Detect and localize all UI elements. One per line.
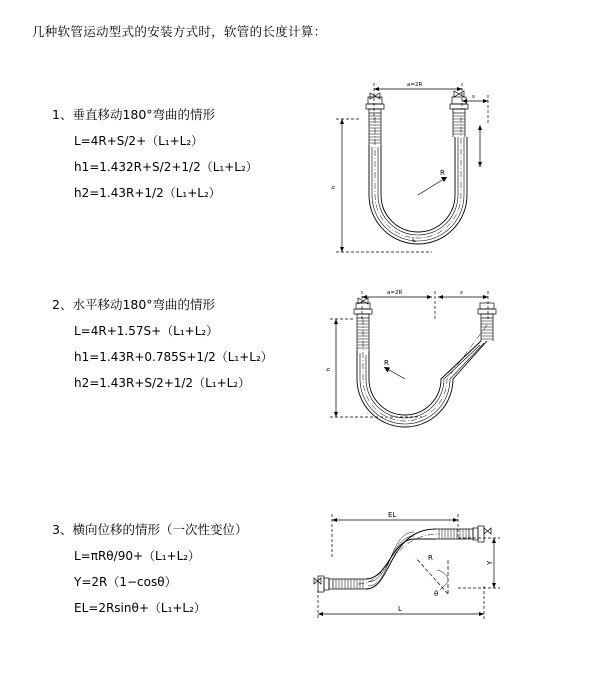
figure-1-vertical-180-bend: [312, 67, 512, 277]
svg-text:EL: EL: [388, 511, 397, 519]
section-2-formula-1: L=4R+1.57S+（L₁+L₂）: [74, 324, 219, 338]
svg-text:h: h: [331, 185, 337, 189]
svg-text:R: R: [428, 554, 433, 562]
svg-text:a=2R: a=2R: [407, 82, 423, 88]
svg-text:s: s: [472, 94, 475, 100]
section-3-text: [52, 520, 302, 625]
section-1-formula-3: h2=1.43R+1/2（L₁+L₂）: [74, 186, 221, 200]
figure-3-svg: [288, 498, 518, 628]
figure-2-svg: [312, 275, 512, 455]
section-3-formula-3: EL=2Rsinθ+（L₁+L₂）: [74, 601, 206, 615]
svg-text:h: h: [326, 367, 332, 371]
section-2-formula-3: h2=1.43R+S/2+1/2（L₁+L₂）: [74, 376, 251, 390]
svg-text:θ: θ: [434, 590, 439, 598]
svg-text:a=2R: a=2R: [387, 290, 403, 296]
figure-3-lateral-offset: [288, 498, 518, 628]
section-1-title: 1、垂直移动180°弯曲的情形: [52, 107, 216, 122]
section-1-formula-2: h1=1.432R+S/2+1/2（L₁+L₂）: [74, 160, 258, 174]
svg-text:L: L: [398, 605, 402, 613]
section-2-formula-2: h1=1.43R+0.785S+1/2（L₁+L₂）: [74, 350, 273, 364]
svg-text:L: L: [412, 236, 416, 244]
svg-text:R: R: [384, 359, 389, 367]
figure-2-horizontal-180-bend: [312, 275, 512, 455]
section-2-text: [52, 295, 302, 400]
section-1-text: [52, 105, 302, 210]
section-2-title: 2、水平移动180°弯曲的情形: [52, 297, 216, 312]
section-3-title: 3、横向位移的情形（一次性变位）: [52, 522, 248, 537]
page-title: 几种软管运动型式的安装方式时，软管的长度计算：: [32, 24, 327, 39]
svg-text:s: s: [460, 290, 463, 296]
section-3-formula-1: L=πRθ/90+（L₁+L₂）: [74, 549, 201, 563]
section-1-formula-1: L=4R+S/2+（L₁+L₂）: [74, 134, 204, 148]
svg-text:R: R: [440, 169, 445, 177]
figure-1-svg: [312, 67, 512, 277]
section-3-formula-2: Y=2R（1−cosθ）: [74, 575, 177, 589]
svg-text:Y: Y: [486, 560, 494, 565]
